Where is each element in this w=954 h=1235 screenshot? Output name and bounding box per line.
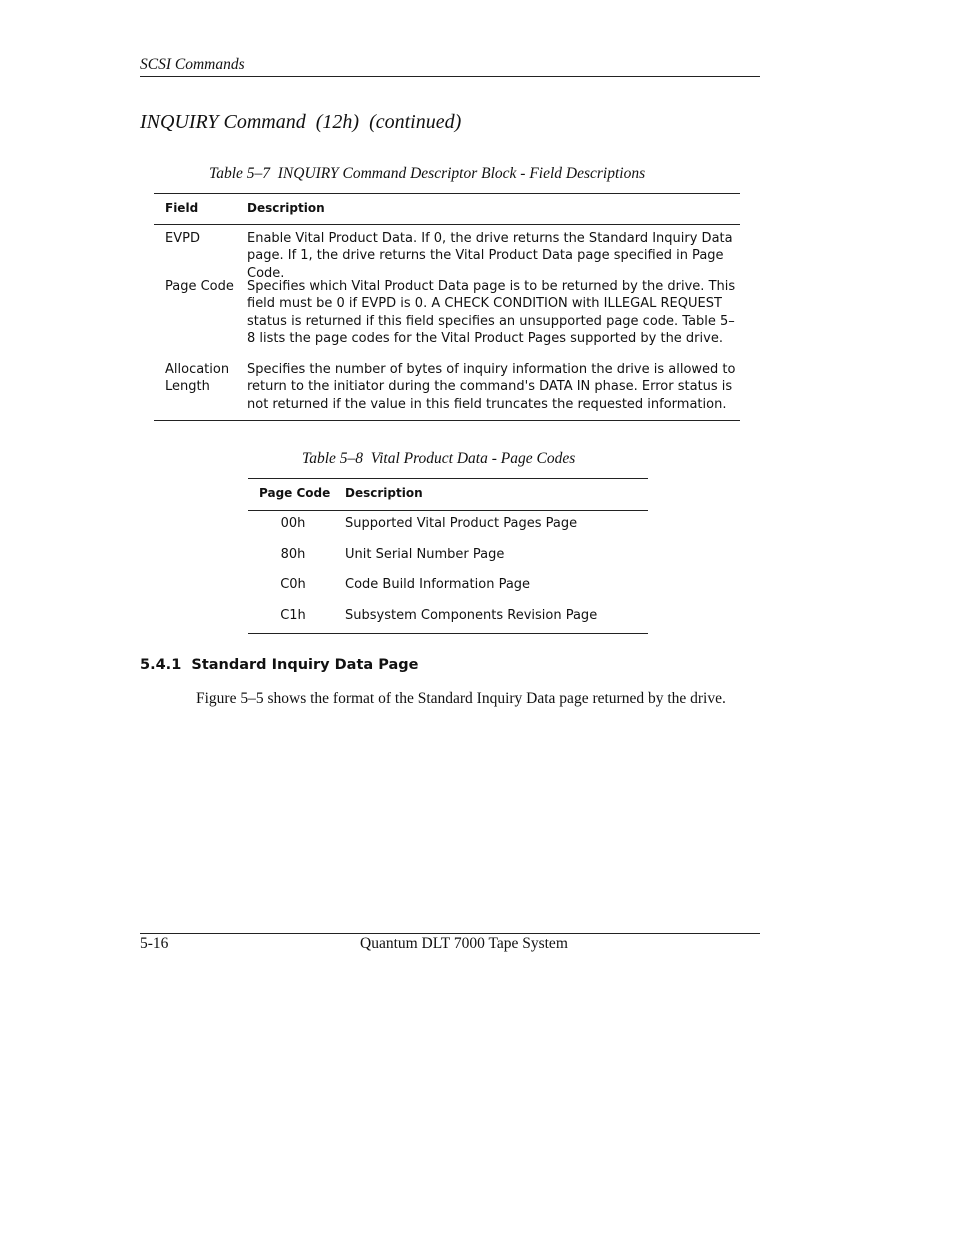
table-row bbox=[248, 542, 648, 573]
section-title: INQUIRY Command (12h) (continued) bbox=[140, 111, 462, 133]
table-row bbox=[248, 603, 648, 634]
page-number: 5-16 bbox=[140, 935, 169, 952]
column-header-field: Field bbox=[165, 201, 199, 215]
table-row bbox=[248, 572, 648, 603]
footer-title: Quantum DLT 7000 Tape System bbox=[360, 935, 568, 952]
header-rule bbox=[140, 76, 760, 77]
field-description: Specifies which Vital Product Data page is to be returned by the drive. This field must be 0 if EVPD is 0. A CHECK CONDITION with ILLEGAL REQUEST status is returned if this field specifies an unsupported page code. Table 5–8 lists the page codes for the Vital Product Pages supported by the drive. bbox=[247, 279, 736, 346]
page-description: Subsystem Components Revision Page bbox=[345, 607, 598, 623]
page-description: Supported Vital Product Pages Page bbox=[345, 516, 578, 531]
page-code: C1h bbox=[280, 607, 306, 623]
field-name: Allocation Length bbox=[165, 362, 230, 395]
table-rule bbox=[248, 633, 648, 634]
column-header-description: Description bbox=[247, 201, 325, 215]
field-description: Specifies the number of bytes of inquiry information the drive is allowed to return to the initiator during the command's DATA IN phase. Error status is not returned if the value in this field truncates the requested information. bbox=[247, 362, 736, 412]
subsection-heading: 5.4.1 Standard Inquiry Data Page bbox=[140, 657, 419, 673]
table-5-7 bbox=[154, 193, 740, 421]
field-name: Page Code bbox=[165, 279, 234, 294]
page-description: Code Build Information Page bbox=[345, 577, 531, 592]
table-row bbox=[154, 278, 740, 361]
footer-rule bbox=[140, 933, 760, 934]
body-paragraph: Figure 5–5 shows the format of the Standard Inquiry Data page returned by the drive. bbox=[196, 690, 726, 707]
page-description: Unit Serial Number Page bbox=[345, 546, 505, 562]
field-description: Enable Vital Product Data. If 0, the drive returns the Standard Inquiry Data page. If 1, the drive returns the Vital Product Data page specified in Page Code. bbox=[247, 231, 733, 281]
page-code: 00h bbox=[280, 516, 306, 531]
table-rule bbox=[154, 420, 740, 421]
table-row bbox=[154, 230, 740, 281]
table-row bbox=[248, 511, 648, 542]
column-header-description: Description bbox=[345, 486, 423, 500]
column-header-page-code: Page Code bbox=[259, 486, 331, 500]
table-5-8 bbox=[248, 478, 648, 634]
page-code: 80h bbox=[280, 546, 306, 562]
table-header-row bbox=[154, 194, 740, 224]
field-name: EVPD bbox=[165, 231, 200, 246]
table-5-7-caption: Table 5–7 INQUIRY Command Descriptor Block - Field Descriptions bbox=[209, 165, 646, 182]
page-code: C0h bbox=[280, 577, 306, 592]
table-row bbox=[154, 361, 740, 420]
table-header-row bbox=[248, 479, 648, 510]
table-5-8-caption: Table 5–8 Vital Product Data - Page Codes bbox=[302, 450, 576, 467]
running-head: SCSI Commands bbox=[140, 56, 245, 73]
